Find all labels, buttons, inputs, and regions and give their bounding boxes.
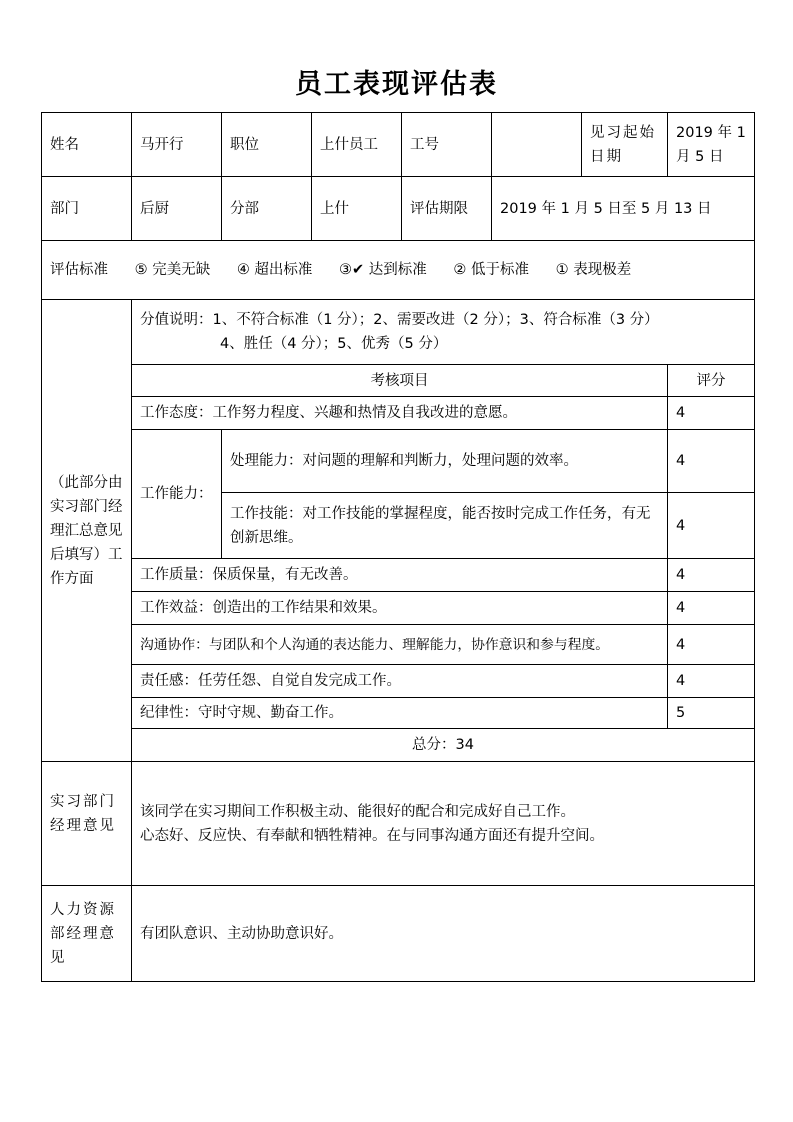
- table-row: [42, 430, 755, 493]
- handling-ability-item: 处理能力：对问题的理解和判断力，处理问题的效率。: [222, 430, 668, 493]
- position-label: 职位: [222, 113, 312, 177]
- criteria-item-1: ① 表现极差: [555, 262, 632, 278]
- start-date-label: 见习起始日期: [582, 113, 668, 177]
- attitude-item: 工作态度：工作努力程度、兴趣和热情及自我改进的意愿。: [132, 397, 668, 430]
- manager-opinion-label: 实习部门经理意见: [42, 762, 132, 886]
- employee-id-label: 工号: [402, 113, 492, 177]
- manager-opinion-line-1: 该同学在实习期间工作积极主动、能很好的配合和完成好自己工作。: [140, 803, 575, 820]
- info-row-1: [42, 113, 755, 177]
- manager-opinion-row: [42, 762, 755, 886]
- page-title: 员工表现评估表: [295, 69, 498, 100]
- criteria-item-2: ② 低于标准: [453, 262, 530, 278]
- employee-id-value: [492, 113, 582, 177]
- criteria-item-5: ⑤ 完美无缺: [134, 262, 211, 278]
- collaboration-score: 4: [668, 625, 755, 665]
- benefit-item: 工作效益：创造出的工作结果和效果。: [132, 592, 668, 625]
- notes-row: [42, 300, 755, 365]
- handling-ability-score: 4: [668, 430, 755, 493]
- criteria-label: 评估标准: [50, 262, 108, 278]
- total-score: 总分：34: [132, 729, 755, 762]
- quality-item: 工作质量：保质保量，有无改善。: [132, 559, 668, 592]
- criteria-row: [42, 241, 755, 300]
- work-skill-item: 工作技能：对工作技能的掌握程度，能否按时完成工作任务，有无创新思维。: [222, 493, 668, 559]
- criteria-item-4: ④ 超出标准: [236, 262, 313, 278]
- name-value: 马开行: [132, 113, 222, 177]
- branch-value: 上什: [312, 177, 402, 241]
- name-label: 姓名: [42, 113, 132, 177]
- responsibility-score: 4: [668, 665, 755, 698]
- period-label: 评估期限: [402, 177, 492, 241]
- info-row-2: [42, 177, 755, 241]
- hr-opinion-text: 有团队意识、主动协助意识好。: [132, 886, 755, 982]
- manager-opinion-line-2: 心态好、反应快、有奉献和牺牲精神。在与同事沟通方面还有提升空间。: [140, 827, 604, 844]
- column-header-score: 评分: [668, 365, 755, 397]
- work-skill-score: 4: [668, 493, 755, 559]
- score-notes-line-1: 分值说明：1、不符合标准（1 分）；2、需要改进（2 分）；3、符合标准（3 分）: [140, 312, 659, 328]
- ability-label: 工作能力：: [132, 430, 222, 559]
- branch-label: 分部: [222, 177, 312, 241]
- start-date-value: 2019 年 1 月 5 日: [668, 113, 755, 177]
- attitude-score: 4: [668, 397, 755, 430]
- period-value: 2019 年 1 月 5 日至 5 月 13 日: [492, 177, 755, 241]
- hr-opinion-row: [42, 886, 755, 982]
- collaboration-item: 沟通协作：与团队和个人沟通的表达能力、理解能力，协作意识和参与程度。: [132, 625, 668, 665]
- items-header-row: [42, 365, 755, 397]
- table-row: [42, 592, 755, 625]
- score-notes-line-2: 4、胜任（4 分）；5、优秀（5 分）: [220, 336, 448, 352]
- discipline-score: 5: [668, 698, 755, 729]
- position-value: 上什员工: [312, 113, 402, 177]
- responsibility-item: 责任感：任劳任怨、自觉自发完成工作。: [132, 665, 668, 698]
- table-row: [42, 698, 755, 729]
- work-section-label: （此部分由实习部门经理汇总意见后填写）工作方面: [42, 300, 132, 762]
- table-row: [42, 625, 755, 665]
- discipline-item: 纪律性：守时守规、勤奋工作。: [132, 698, 668, 729]
- criteria-item-3: ③✔ 达到标准: [339, 262, 427, 278]
- column-header-item: 考核项目: [132, 365, 668, 397]
- manager-opinion-text: [132, 762, 755, 886]
- benefit-score: 4: [668, 592, 755, 625]
- department-value: 后厨: [132, 177, 222, 241]
- criteria-cell: [42, 241, 755, 300]
- table-row: [42, 665, 755, 698]
- score-notes: [132, 300, 755, 365]
- quality-score: 4: [668, 559, 755, 592]
- evaluation-table: [41, 112, 755, 982]
- table-row: [42, 559, 755, 592]
- table-row: [42, 397, 755, 430]
- total-row: [42, 729, 755, 762]
- department-label: 部门: [42, 177, 132, 241]
- hr-opinion-label: 人力资源部经理意见: [42, 886, 132, 982]
